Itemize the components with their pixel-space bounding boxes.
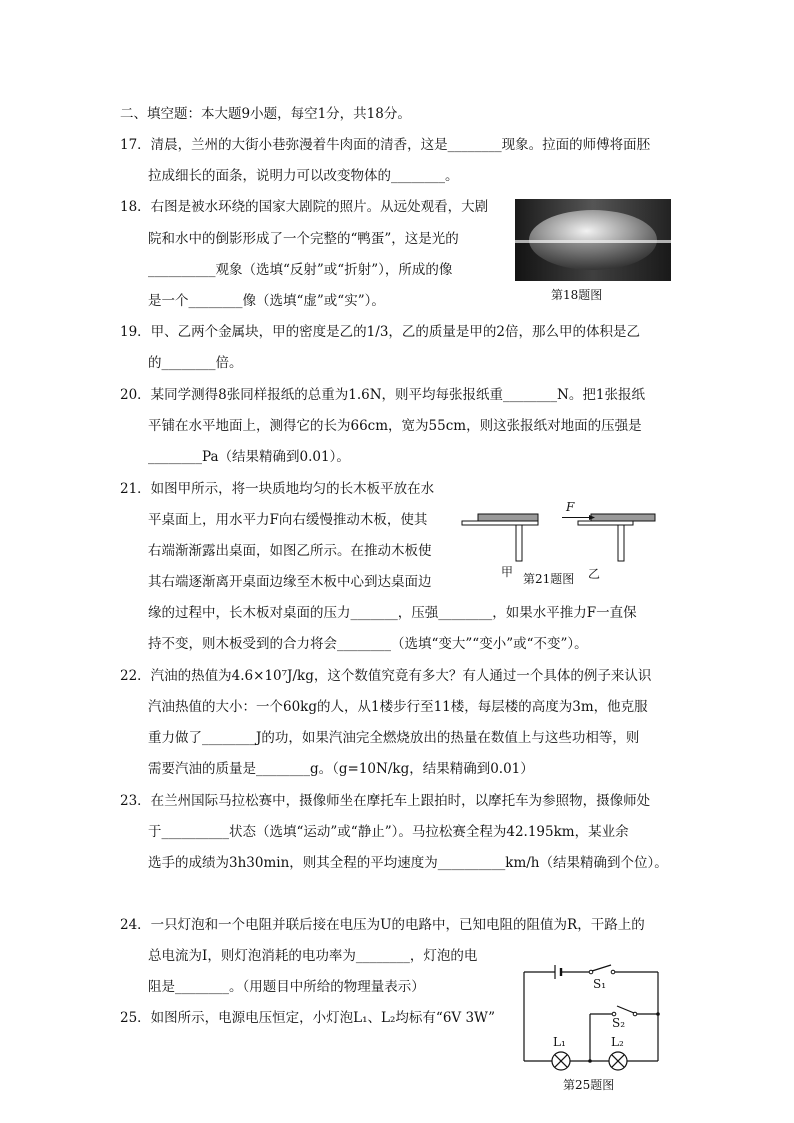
q24-line2: 总电流为I，则灯泡消耗的电功率为________，灯泡的电: [148, 948, 478, 964]
theater-photo: [515, 199, 671, 281]
q21-line6: 持不变，则木板受到的合力将会________（选填“变大”“变小”或“不变”）。: [148, 636, 588, 652]
q18-caption: 第18题图: [551, 288, 603, 302]
q22-line2: 汽油热值的大小：一个60kg的人，从1楼步行至11楼，每层楼的高度为3m，他克服: [148, 699, 648, 715]
section-header: 二、填空题：本大题9小题，每空1分，共18分。: [120, 106, 411, 122]
q20-line2: 平铺在水平地面上，测得它的长为66cm，宽为55cm，则这张报纸对地面的压强是: [148, 418, 642, 434]
q18-line1: 18．右图是被水环绕的国家大剧院的照片。从远处观看，大剧: [120, 199, 489, 215]
q23-line3: 选手的成绩为3h30min，则其全程的平均速度为__________km/h（结果精确到个位）。: [148, 855, 668, 871]
switch-s2-label: S₂: [612, 1016, 626, 1030]
q21-label-yi: 乙: [588, 567, 601, 581]
q20-line3: ________Pa（结果精确到0.01）。: [148, 449, 350, 465]
q22-line4: 需要汽油的质量是________g。（g=10N/kg，结果精确到0.01）: [148, 761, 534, 777]
q18-line4: 是一个________像（选填“虚”或“实”）。: [148, 293, 385, 309]
q18-line2: 院和水中的倒影形成了一个完整的“鸭蛋”，这是光的: [148, 231, 459, 247]
q20-line1: 20．某同学测得8张同样报纸的总重为1.6N，则平均每张报纸重________N。把1张报纸: [120, 387, 645, 403]
q21-force-label: F: [566, 500, 575, 514]
q23-line2: 于__________状态（选填“运动”或“静止”）。马拉松赛全程为42.195km，某业余: [148, 824, 629, 840]
q21-line4: 其右端逐渐离开桌面边缘至木板中心到达桌面边: [148, 574, 432, 590]
q17-line2: 拉成细长的面条，说明力可以改变物体的________。: [148, 168, 459, 184]
q19-line1: 19．甲、乙两个金属块，甲的密度是乙的1/3，乙的质量是甲的2倍，那么甲的体积是乙: [120, 324, 640, 340]
q22-line1: 22．汽油的热值为4.6×10⁷J/kg，这个数值究竟有多大？有人通过一个具体的例子来认识: [120, 668, 652, 684]
q18-line3: __________观象（选填“反射”或“折射”），所成的像: [148, 262, 453, 278]
q21-caption: 第21题图: [523, 572, 575, 586]
board-diagram: [458, 498, 663, 578]
q19-line2: 的________倍。: [148, 355, 243, 371]
q25-caption: 第25题图: [563, 1078, 615, 1092]
q21-label-jia: 甲: [501, 565, 514, 579]
q24-line3: 阻是________。（用题目中所给的物理量表示）: [148, 979, 425, 995]
lamp-l2-label: L₂: [611, 1035, 624, 1049]
q21-line5: 缘的过程中，长木板对桌面的压力_______，压强________，如果水平推力F一直保: [148, 605, 637, 621]
lamp-l1-label: L₁: [553, 1035, 566, 1049]
q22-line3: 重力做了________J的功，如果汽油完全燃烧放出的热量在数值上与这些功相等，则: [148, 730, 640, 746]
q21-line2: 平桌面上，用水平力F向右缓慢推动木板，使其: [148, 512, 428, 528]
q25-line1: 25．如图所示，电源电压恒定，小灯泡L₁、L₂均标有“6V 3W”: [120, 1010, 496, 1026]
q23-line1: 23．在兰州国际马拉松赛中，摄像师坐在摩托车上跟拍时，以摩托车为参照物，摄像师处: [120, 793, 651, 809]
switch-s1-label: S₁: [593, 977, 607, 991]
q24-line1: 24．一只灯泡和一个电阻并联后接在电压为U的电路中，已知电阻的阻值为R，干路上的: [120, 917, 645, 933]
q21-line1: 21．如图甲所示，将一块质地均匀的长木板平放在水: [120, 481, 435, 497]
q21-line3: 右端渐渐露出桌面，如图乙所示。在推动木板使: [148, 543, 432, 559]
q17-line1: 17．清晨，兰州的大街小巷弥漫着牛肉面的清香，这是________现象。拉面的师傅将面胚: [120, 137, 651, 153]
